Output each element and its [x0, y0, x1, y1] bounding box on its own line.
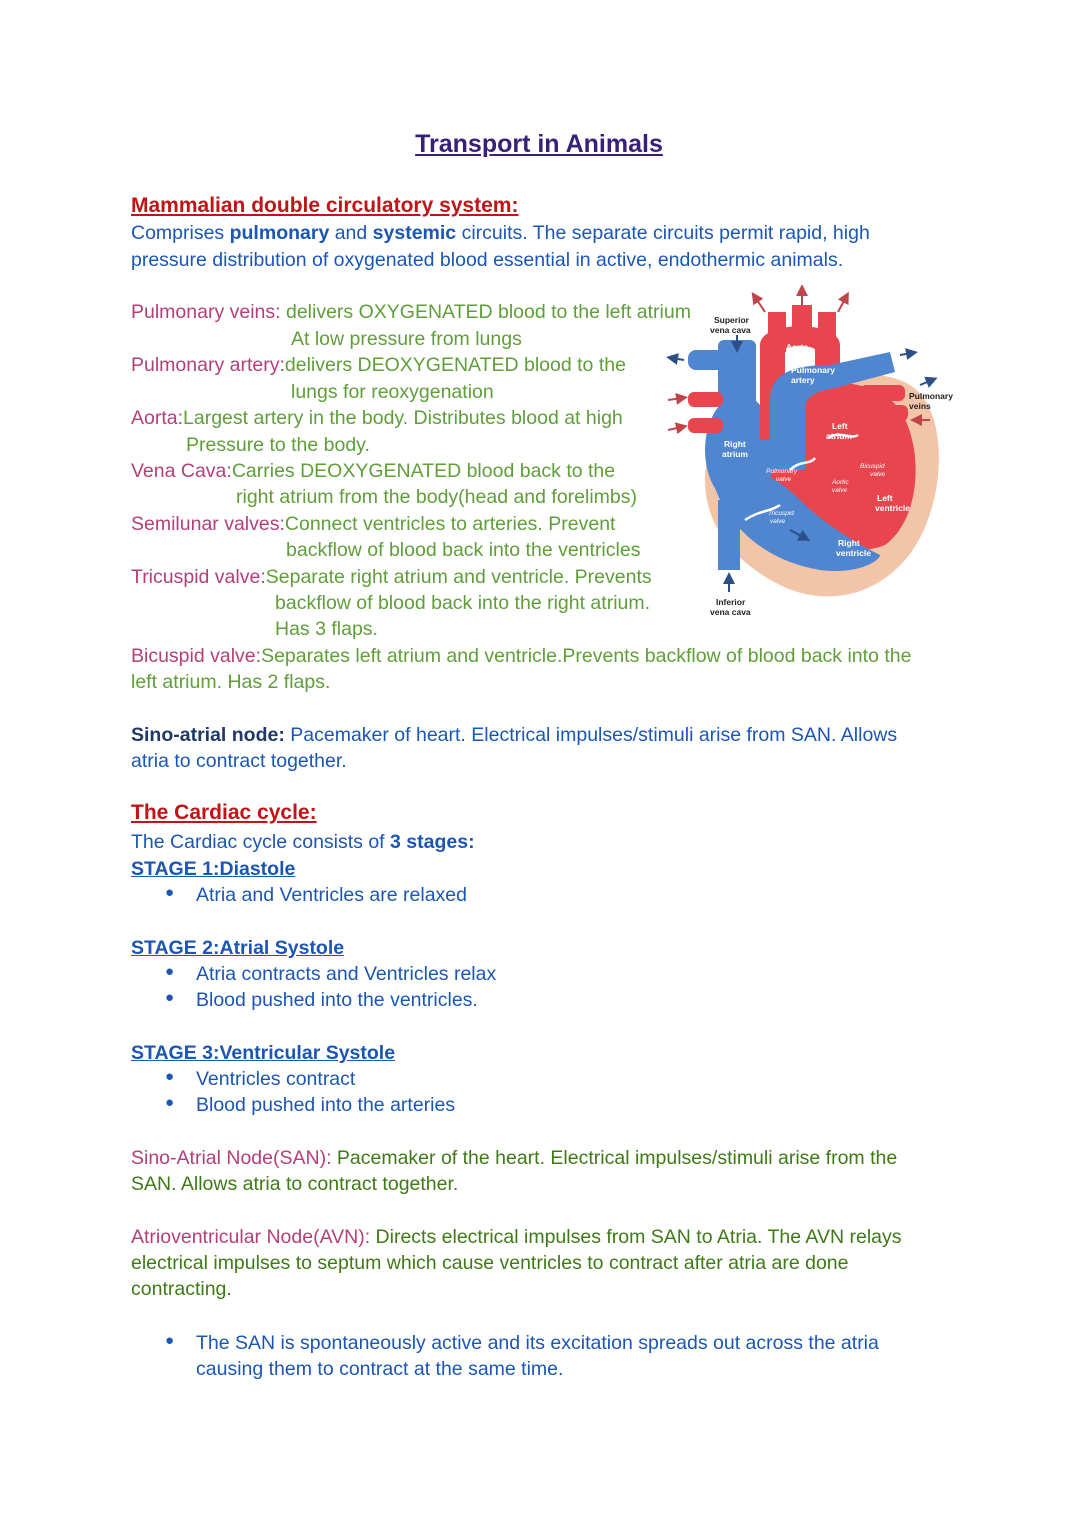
term-bicuspid: [131, 643, 911, 669]
circulatory-heading: Mammalian double circulatory system:: [131, 194, 519, 217]
label-tricuspid-valve-2: valve: [770, 518, 786, 525]
label-bicuspid-valve-2: valve: [870, 471, 886, 478]
san-long-desc: Pacemaker of the heart. Electrical impulses/stimuli arise from the: [331, 1147, 898, 1169]
arrow-icon: [900, 353, 912, 355]
term-desc: Separates left atrium and ventricle.Prevents backflow of blood back into the: [261, 645, 912, 667]
list-item: Blood pushed into the ventricles.: [196, 989, 478, 1011]
bullet-icon: ●: [165, 1332, 175, 1349]
arrow-icon: [668, 398, 682, 400]
term-vena-cava-line2: right atrium from the body(head and forelimbs): [236, 486, 638, 508]
list-item: Blood pushed into the arteries: [196, 1094, 456, 1116]
label-right-ventricle-1: Right: [838, 538, 860, 548]
term-pulmonary-artery-line2: lungs for reoxygenation: [291, 381, 494, 403]
circulatory-intro-line2: pressure distribution of oxygenated blood essential in active, endothermic animals.: [131, 249, 844, 271]
label-pulmonary-valve-2: valve: [776, 476, 792, 483]
arrow-icon: [920, 380, 932, 385]
label-right-atrium-2: atrium: [722, 449, 748, 459]
pulmonary-artery-left-branch: [688, 350, 728, 370]
pulmonary-vein-left-2: [688, 418, 723, 433]
term-tricuspid-line2: backflow of blood back into the right atrium.: [275, 592, 651, 614]
term-label: Bicuspid valve:: [131, 645, 262, 667]
bullet-icon: ●: [165, 989, 175, 1006]
bullet-icon: ●: [165, 963, 175, 980]
term-tricuspid-line3: Has 3 flaps.: [275, 618, 378, 640]
term-semilunar-line2: backflow of blood back into the ventricles: [286, 539, 641, 561]
avn-line1: [131, 1224, 902, 1250]
label-superior-vena-cava-1: Superior: [714, 315, 749, 325]
stage3-heading: STAGE 3:Ventricular Systole: [131, 1042, 396, 1064]
label-left-atrium-2: atrium: [826, 431, 852, 441]
bullet-icon: ●: [165, 1068, 175, 1085]
intro-bold-pulmonary: pulmonary: [229, 222, 330, 244]
label-left-atrium-1: Left: [832, 421, 848, 431]
label-pulmonary-valve-1: Pulmonary: [766, 468, 798, 475]
san-long-line2: SAN. Allows atria to contract together.: [131, 1173, 459, 1195]
label-left-ventricle-2: ventricle: [875, 503, 910, 513]
term-desc: Connect ventricles to arteries. Prevent: [284, 513, 616, 535]
pulmonary-vein-right-1: [860, 385, 905, 401]
term-desc: Separate right atrium and ventricle. Prevents: [265, 566, 652, 588]
term-label: Pulmonary artery:: [131, 354, 285, 376]
label-right-ventricle-2: ventricle: [836, 548, 871, 558]
san-long-line1: [131, 1145, 897, 1171]
label-inferior-vena-cava-1: Inferior: [716, 597, 746, 607]
label-aorta: Aorta: [786, 342, 809, 352]
intro-text-b: and: [329, 222, 373, 244]
cardiac-intro-text: The Cardiac cycle consists of: [131, 831, 391, 853]
avn-line3: contracting.: [131, 1278, 232, 1300]
aorta-branch-3: [818, 312, 836, 352]
stage2-heading: STAGE 2:Atrial Systole: [131, 937, 345, 959]
term-desc: Carries DEOXYGENATED blood back to the: [231, 460, 616, 482]
label-pulmonary-artery-1: Pulmonary: [791, 365, 835, 375]
label-tricuspid-valve-1: Tricuspid: [768, 510, 794, 517]
term-label: Semilunar valves:: [131, 513, 285, 535]
cardiac-heading: The Cardiac cycle:: [131, 801, 317, 824]
term-tricuspid: [131, 564, 652, 590]
term-desc: delivers OXYGENATED blood to the left atrium: [285, 301, 691, 323]
term-label: Vena Cava:: [131, 460, 232, 482]
term-label: Pulmonary veins:: [131, 301, 286, 323]
aorta-branch-1: [768, 312, 786, 352]
heart-diagram: [660, 285, 960, 625]
term-aorta: [131, 405, 623, 431]
term-pulmonary-veins: [131, 299, 691, 325]
intro-bold-systemic: systemic: [372, 222, 457, 244]
final-bullet-line2: causing them to contract at the same time.: [196, 1358, 564, 1380]
term-bicuspid-line2: left atrium. Has 2 flaps.: [131, 671, 331, 693]
cardiac-intro-bold: 3 stages:: [390, 831, 475, 853]
label-pulmonary-artery-2: artery: [791, 375, 815, 385]
arrow-icon: [838, 297, 846, 312]
pulmonary-vein-right-2: [868, 405, 908, 421]
list-item: Ventricles contract: [196, 1068, 356, 1090]
intro-text-c: circuits. The separate circuits permit rapid, high: [456, 222, 870, 244]
term-vena-cava: [131, 458, 615, 484]
term-aorta-line2: Pressure to the body.: [186, 434, 370, 456]
final-bullet-line1: The SAN is spontaneously active and its excitation spreads out across the atria: [196, 1332, 879, 1354]
inferior-vena-cava-shape: [718, 500, 740, 570]
aorta-branch-2: [792, 305, 812, 345]
pulmonary-vein-left-1: [688, 392, 723, 407]
label-pulmonary-veins-2: veins: [909, 401, 931, 411]
arrow-icon: [755, 297, 765, 312]
bullet-icon: ●: [165, 884, 175, 901]
intro-text-a: Comprises: [131, 222, 230, 244]
san-short-line2: atria to contract together.: [131, 750, 347, 772]
term-desc: Largest artery in the body. Distributes blood at high: [183, 407, 623, 429]
label-right-atrium-1: Right: [724, 439, 746, 449]
list-item: Atria and Ventricles are relaxed: [196, 884, 467, 906]
label-left-ventricle-1: Left: [877, 493, 893, 503]
stage1-heading: STAGE 1:Diastole: [131, 858, 296, 880]
term-pulmonary-veins-line2: At low pressure from lungs: [291, 328, 522, 350]
term-desc: delivers DEOXYGENATED blood to the: [284, 354, 626, 376]
avn-line2: electrical impulses to septum which cause ventricles to contract after atria are done: [131, 1252, 849, 1274]
san-short-label: Sino-atrial node:: [131, 724, 285, 746]
list-item: Atria contracts and Ventricles relax: [196, 963, 497, 985]
term-label: Tricuspid valve:: [131, 566, 266, 588]
label-inferior-vena-cava-2: vena cava: [710, 607, 751, 617]
label-pulmonary-veins-1: Pulmonary: [909, 391, 953, 401]
bullet-icon: ●: [165, 1094, 175, 1111]
avn-desc: Directs electrical impulses from SAN to Atria. The AVN relays: [370, 1226, 902, 1248]
arrow-icon: [672, 358, 684, 360]
page-title: Transport in Animals: [415, 130, 663, 158]
avn-label: Atrioventricular Node(AVN):: [131, 1226, 371, 1248]
label-superior-vena-cava-2: vena cava: [710, 325, 751, 335]
term-semilunar: [131, 511, 615, 537]
circulatory-intro-line1: [131, 220, 870, 246]
label-aortic-valve-1: Aortic: [832, 479, 849, 486]
term-pulmonary-artery: [131, 352, 626, 378]
term-label: Aorta:: [131, 407, 184, 429]
label-bicuspid-valve-1: Bicuspid: [860, 463, 885, 470]
arrow-icon: [668, 427, 682, 430]
san-short-desc: Pacemaker of heart. Electrical impulses/stimuli arise from SAN. Allows: [284, 724, 898, 746]
san-long-label: Sino-Atrial Node(SAN):: [131, 1147, 332, 1169]
label-aortic-valve-2: valve: [832, 487, 848, 494]
cardiac-intro: [131, 829, 475, 855]
san-short-line1: [131, 722, 897, 748]
